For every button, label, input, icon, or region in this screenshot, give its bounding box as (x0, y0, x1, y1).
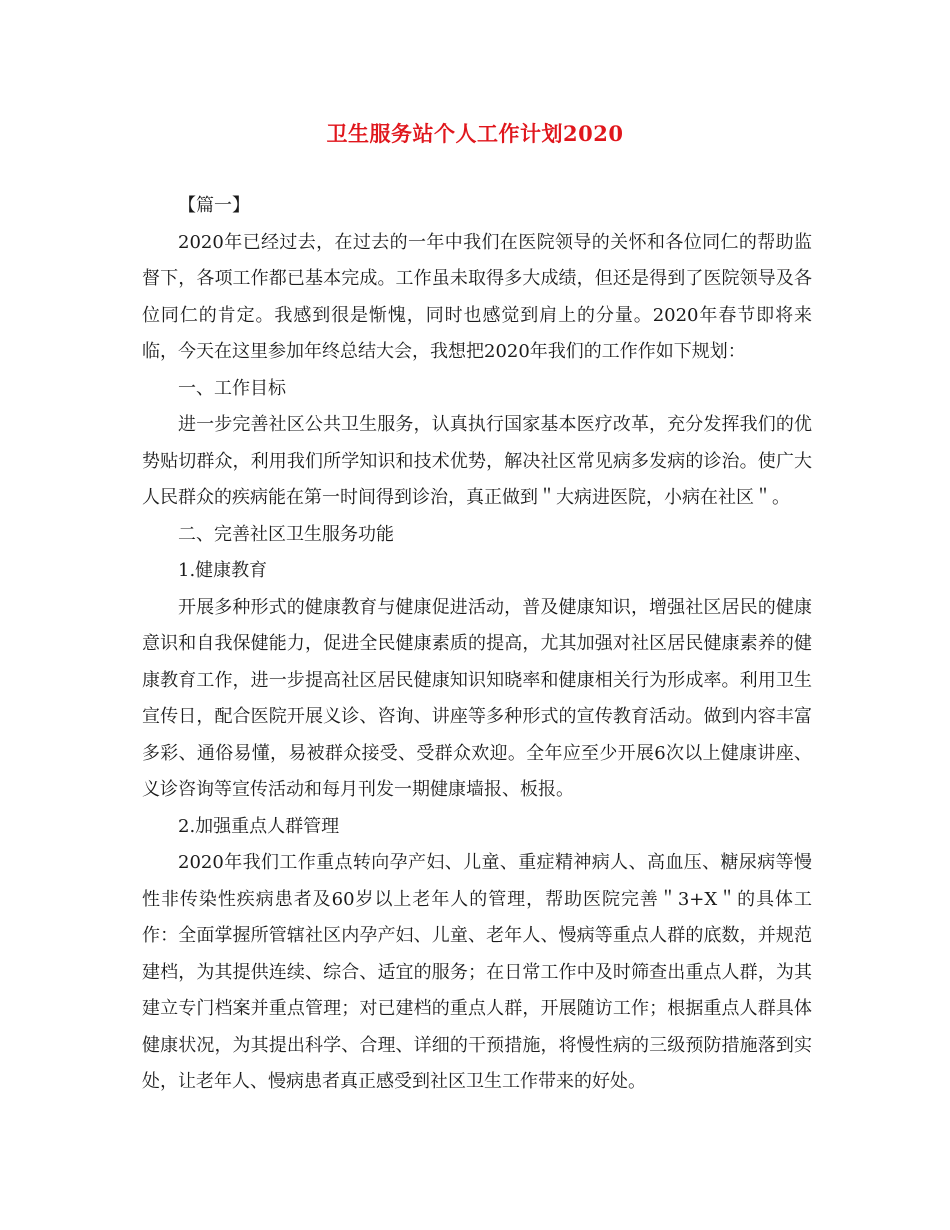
subheading-key-population: 2.加强重点人群管理 (178, 815, 340, 837)
subheading-health-education: 1.健康教育 (178, 560, 268, 581)
heading-work-goals: 一、工作目标 (178, 377, 286, 399)
document-body (142, 188, 812, 1101)
intro-paragraph: 2020年已经过去，在过去的一年中我们在医院领导的关怀和各位同仁的帮助监督下，各项工作都已基本完成。工作虽未取得多大成绩，但还是得到了医院领导及各位同仁的肯定。我感到很是惭愧，同时也感觉到肩上的分量。2020年春节即将来临，今天在这里参加年终总结大会，我想把2020年我们的工作作如下规划： (142, 231, 812, 362)
work-goals-paragraph: 进一步完善社区公共卫生服务，认真执行国家基本医疗改革，充分发挥我们的优势贴切群众，利用我们所学知识和技术优势，解决社区常见病多发病的诊治。使广大人民群众的疾病能在第一时间得到诊治，真正做到＂大病进医院，小病在社区＂。 (142, 414, 812, 508)
heading-service-functions: 二、完善社区卫生服务功能 (178, 523, 394, 545)
section-heading-part-one: 【篇一】 (178, 195, 250, 216)
document-title: 卫生服务站个人工作计划2020 (326, 121, 624, 146)
key-population-paragraph: 2020年我们工作重点转向孕产妇、儿童、重症精神病人、高血压、糖尿病等慢性非传染性疾病患者及60岁以上老年人的管理，帮助医院完善＂3+X＂的具体工作：全面掌握所管辖社区内孕产妇、儿童、老年人、慢病等重点人群的底数，并规范建档，为其提供连续、综合、适宜的服务；在日常工作中及时筛查出重点人群，为其建立专门档案并重点管理；对已建档的重点人群，开展随访工作；根据重点人群具体健康状况，为其提出科学、合理、详细的干预措施，将慢性病的三级预防措施落到实处，让老年人、慢病患者真正感受到社区卫生工作带来的好处。 (142, 852, 812, 1092)
health-education-paragraph: 开展多种形式的健康教育与健康促进活动，普及健康知识，增强社区居民的健康意识和自我保健能力，促进全民健康素质的提高，尤其加强对社区居民健康素养的健康教育工作，进一步提高社区居民健康知识知晓率和健康相关行为形成率。利用卫生宣传日，配合医院开展义诊、咨询、讲座等多种形式的宣传教育活动。做到内容丰富多彩、通俗易懂，易被群众接受、受群众欢迎。全年应至少开展6次以上健康讲座、义诊咨询等宣传活动和每月刊发一期健康墙报、板报。 (142, 596, 812, 800)
